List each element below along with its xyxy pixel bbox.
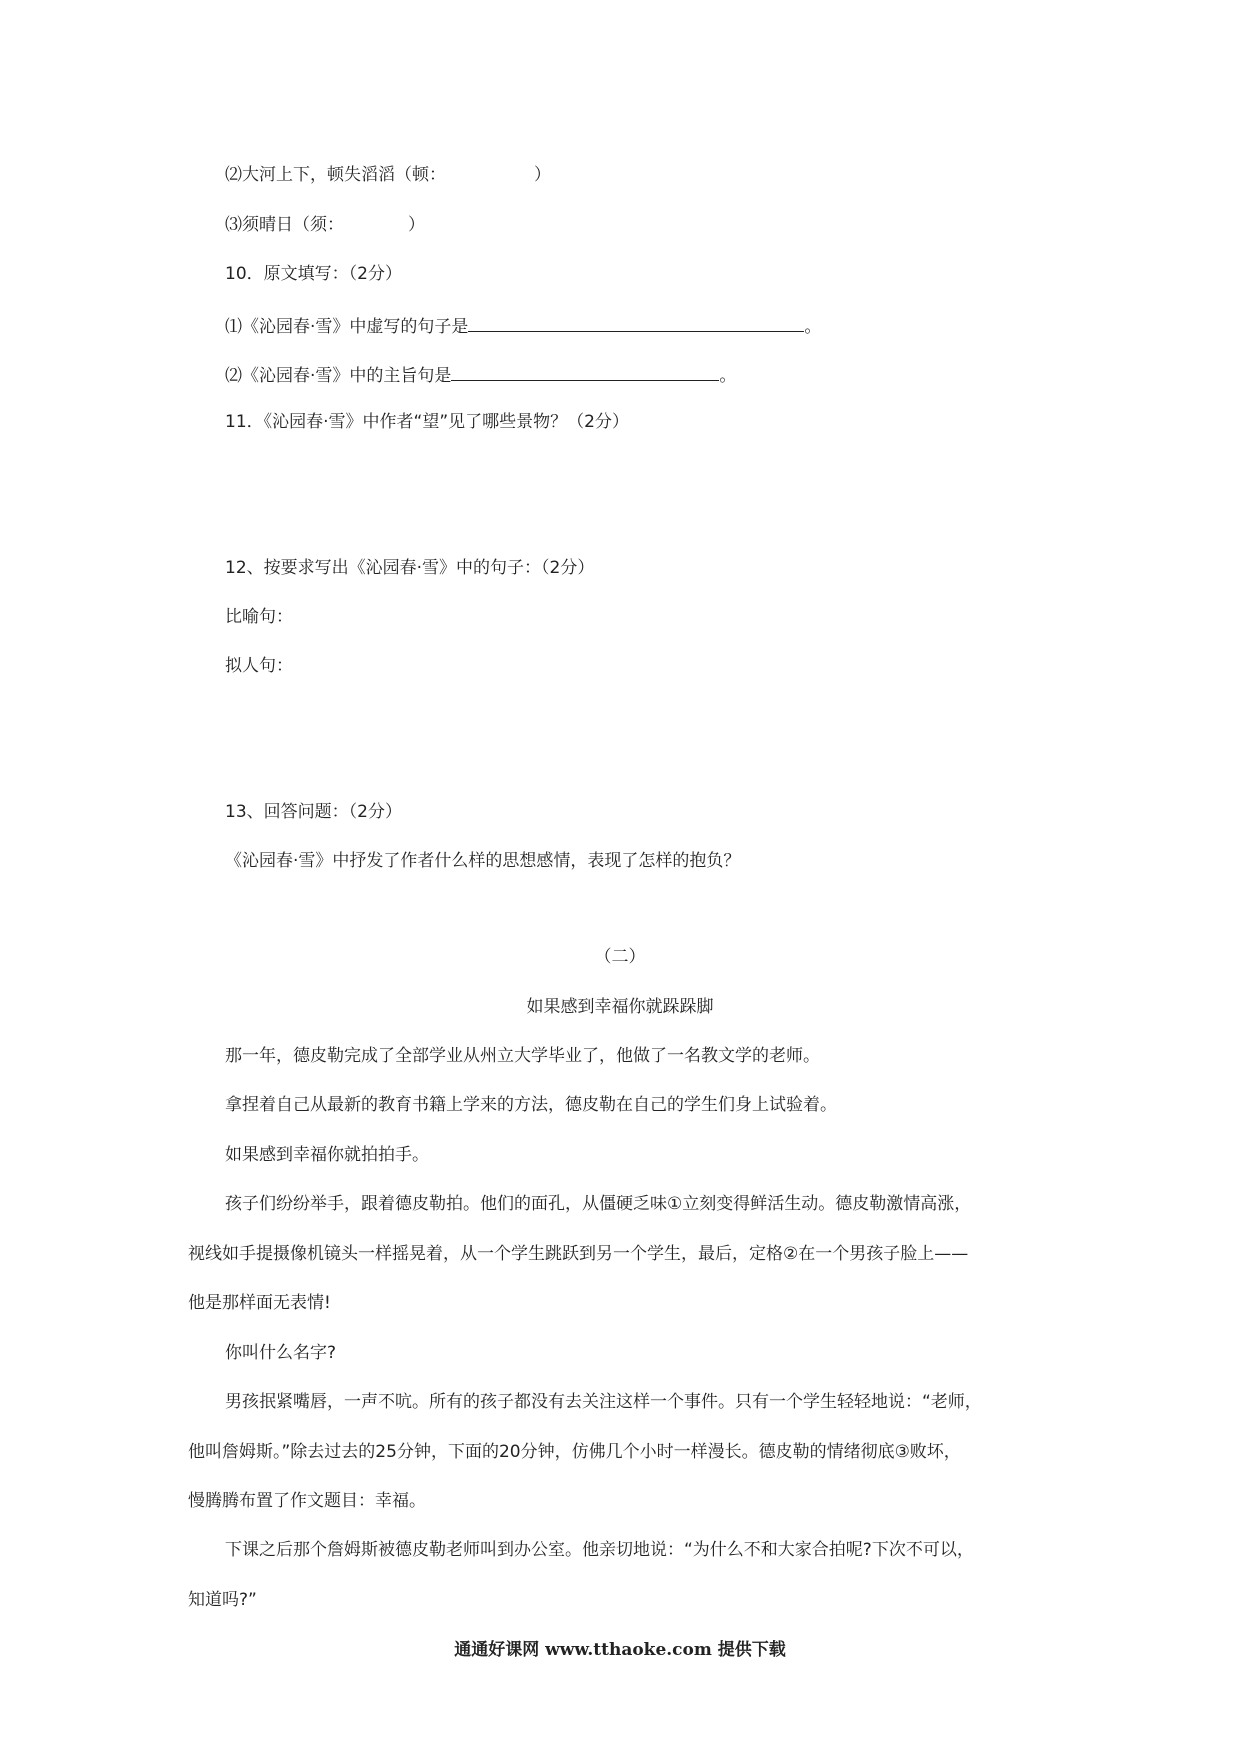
- passage-line: 知道吗?”: [188, 1590, 257, 1610]
- q13-question: 《沁园春·雪》中抒发了作者什么样的思想感情，表现了怎样的抱负？: [225, 851, 741, 871]
- q10-title: 10．原文填写：（2分）: [225, 264, 402, 284]
- q12-title: 12、按要求写出《沁园春·雪》中的句子：（2分）: [225, 558, 595, 578]
- q10-item2-answer-blank[interactable]: [451, 362, 719, 381]
- passage-line: 他叫詹姆斯。”除去过去的25分钟，下面的20分钟，仿佛几个小时一样漫长。德皮勒的情绪彻底③败坏，: [188, 1442, 961, 1462]
- passage-line: 如果感到幸福你就拍拍手。: [225, 1145, 429, 1165]
- q12-simile-label: 比喻句：: [225, 607, 293, 627]
- q10-item1-text: ⑴《沁园春·雪》中虚写的句子是: [225, 317, 469, 337]
- passage-line: 你叫什么名字?: [225, 1343, 337, 1363]
- q9-item3-text: ⑶须晴日（须：: [225, 215, 344, 235]
- section-label: （二）: [594, 947, 646, 967]
- q9-item3-close: ）: [408, 215, 425, 235]
- passage-line: 他是那样面无表情!: [188, 1293, 331, 1313]
- q11-title: 11．《沁园春·雪》中作者“望”见了哪些景物？（2分）: [225, 412, 629, 432]
- passage-line: 拿捏着自己从最新的教育书籍上学来的方法，德皮勒在自己的学生们身上试验着。: [225, 1095, 837, 1115]
- q9-item2-text: ⑵大河上下，顿失滔滔（顿：: [225, 165, 446, 185]
- q9-item3: [225, 213, 425, 237]
- passage-line: 孩子们纷纷举手，跟着德皮勒拍。他们的面孔，从僵硬乏味①立刻变得鲜活生动。德皮勒激情高涨，: [225, 1194, 972, 1214]
- passage-line: 视线如手提摄像机镜头一样摇晃着，从一个学生跳跃到另一个学生，最后，定格②在一个男孩子脸上——: [188, 1244, 969, 1264]
- passage-line: 下课之后那个詹姆斯被德皮勒老师叫到办公室。他亲切地说：“为什么不和大家合拍呢?下次不可以，: [225, 1540, 974, 1560]
- passage-line: 慢腾腾布置了作文题目：幸福。: [188, 1491, 426, 1511]
- article-title: 如果感到幸福你就跺跺脚: [526, 997, 714, 1017]
- q9-item2: [225, 163, 551, 187]
- q10-item1: [225, 313, 821, 339]
- passage-line: 那一年，德皮勒完成了全部学业从州立大学毕业了，他做了一名教文学的老师。: [225, 1046, 820, 1066]
- q10-item1-period: 。: [804, 317, 822, 337]
- passage-line: 男孩抿紧嘴唇，一声不吭。所有的孩子都没有去关注这样一个事件。只有一个学生轻轻地说：“老师，: [225, 1392, 982, 1412]
- q10-item2-period: 。: [719, 366, 737, 386]
- q9-item2-close: ）: [534, 165, 551, 185]
- q10-item2: [225, 362, 736, 388]
- q12-personification-label: 拟人句：: [225, 656, 293, 676]
- q13-title: 13、回答问题：（2分）: [225, 802, 402, 822]
- footer-watermark: 通通好课网 www.tthaoke.com 提供下载: [454, 1640, 786, 1660]
- q10-item2-text: ⑵《沁园春·雪》中的主旨句是: [225, 366, 452, 386]
- q10-item1-answer-blank[interactable]: [468, 313, 804, 332]
